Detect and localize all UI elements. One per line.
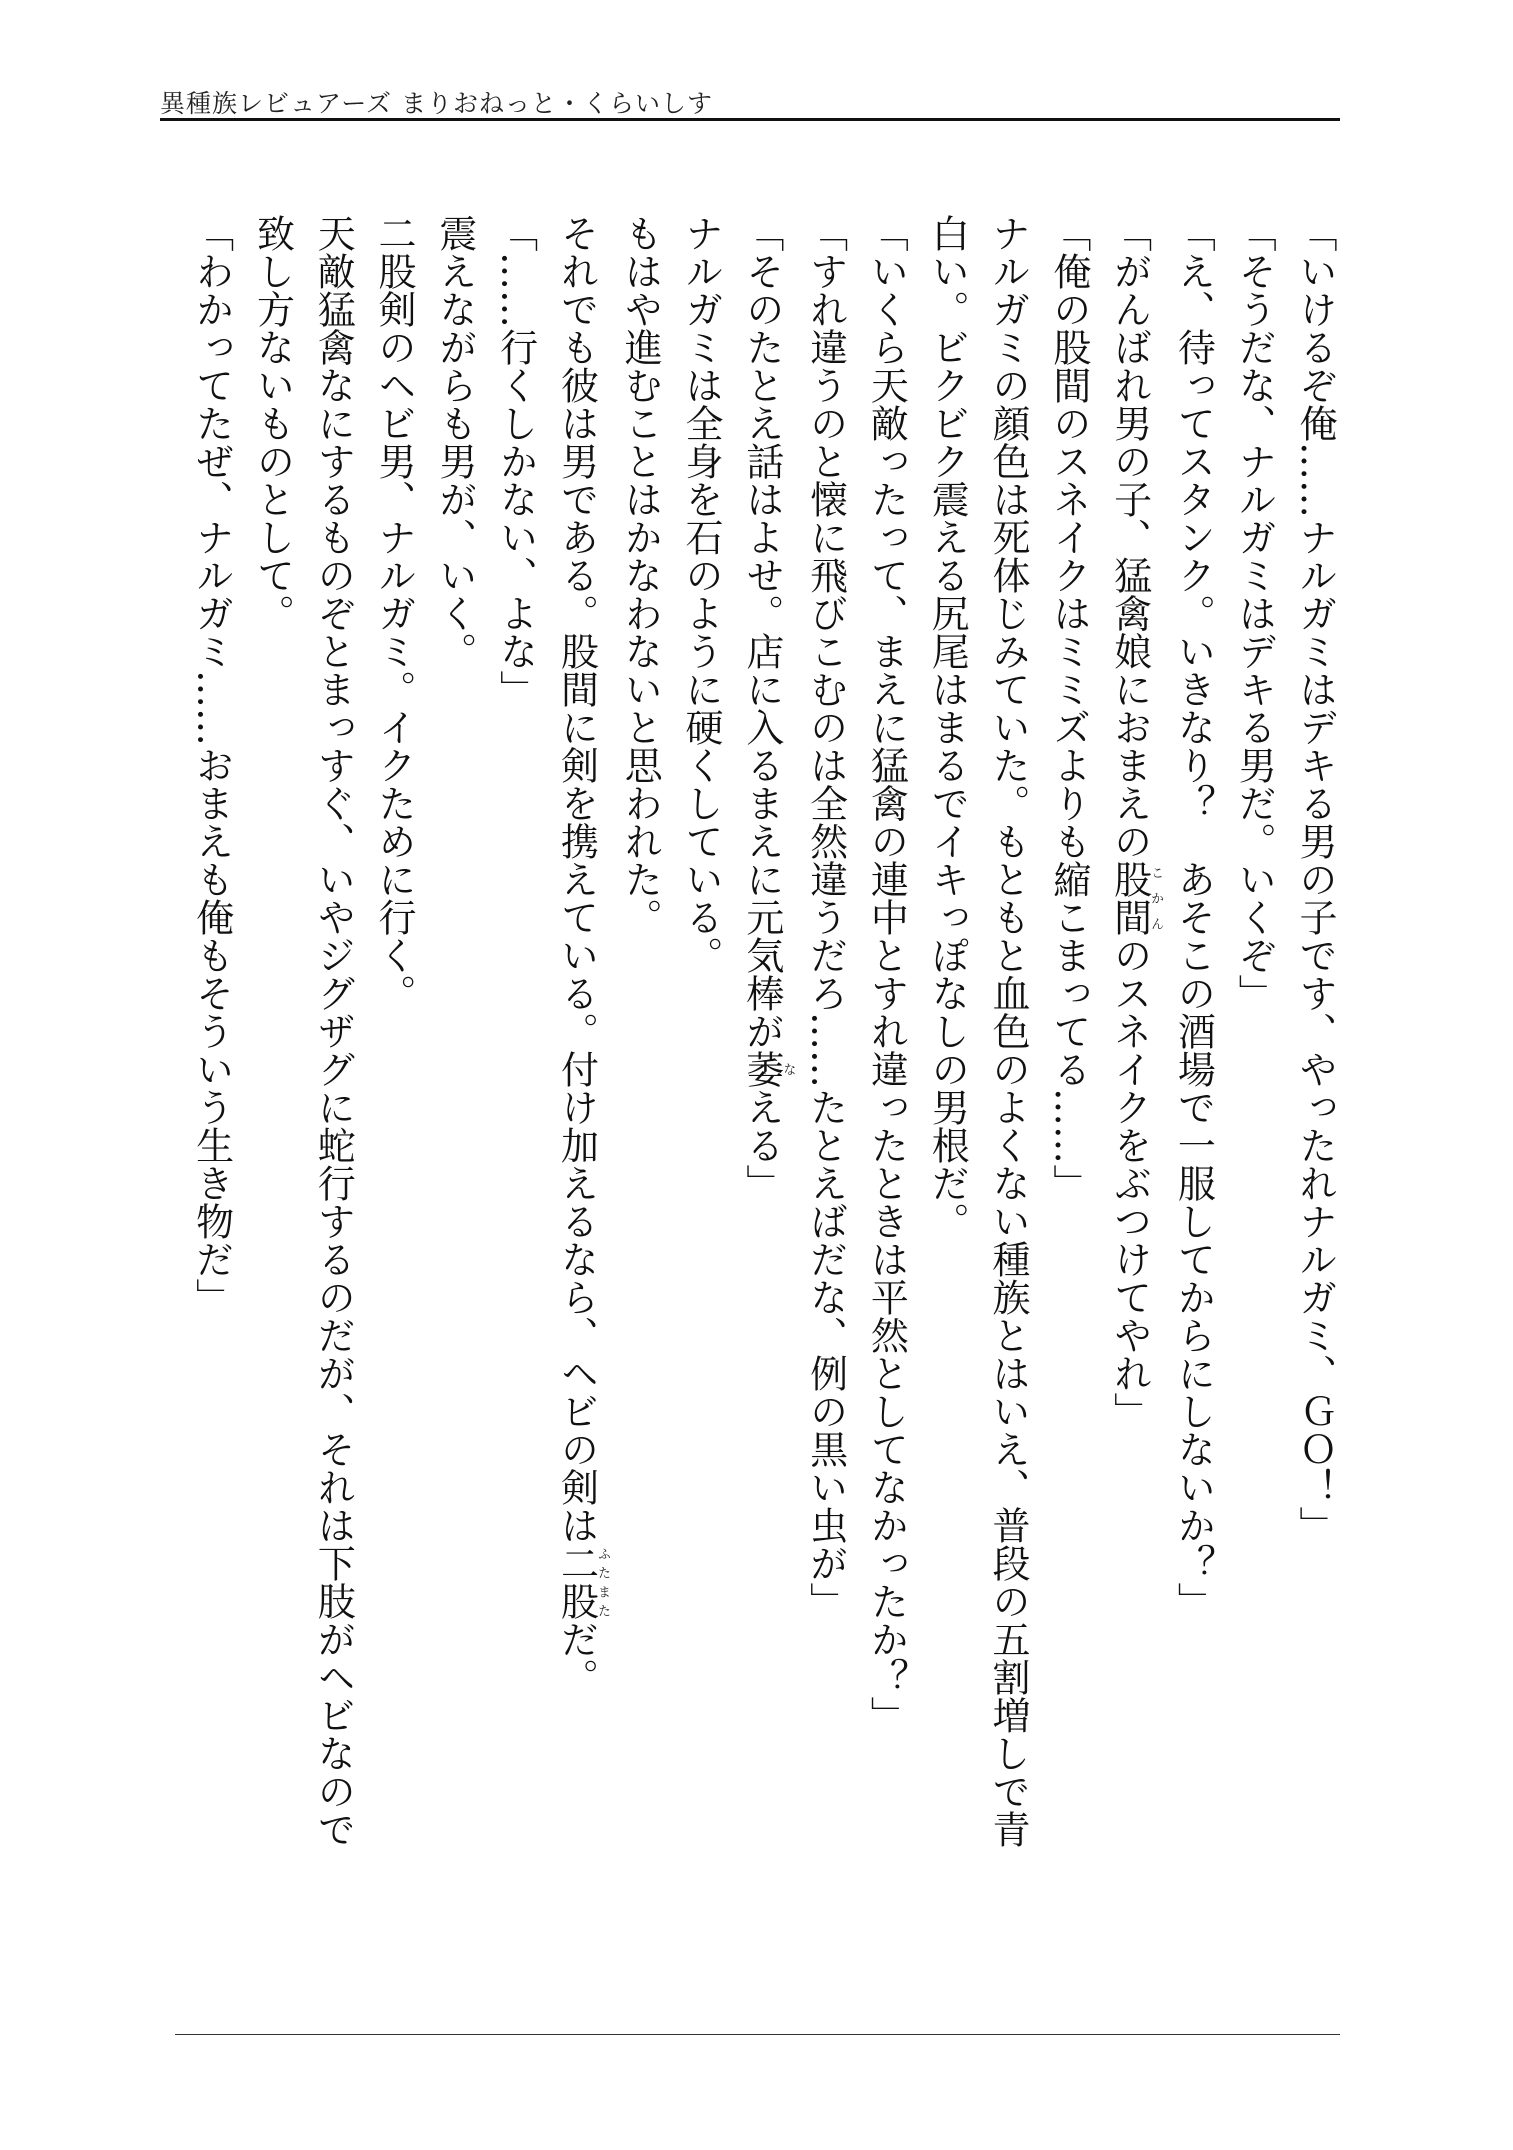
ruby-reading: な [780, 1050, 796, 1088]
text-run: 「え、待ってスタンク。いきなり？ あそこの酒場で一服してからにしないか？」 [1171, 214, 1216, 1620]
ruby-reading: ふたまた [594, 1544, 610, 1620]
text-run: ナルガミは全身を石のように硬くしている。 [679, 214, 724, 974]
text-run: ナルガミの顔色は死体じみていた。もともと血色のよくない種族とはいえ、普段の五割増しで青白い。ビクビク震える尻尾はまるでイキっぽなしの男根だ。 [925, 214, 1031, 1848]
paragraph [485, 214, 546, 1874]
paragraph [242, 214, 364, 1874]
running-header: 異種族レビュアーズ まりおねっと・くらいしす [160, 89, 713, 118]
paragraph [181, 214, 242, 1874]
paragraph [1223, 214, 1284, 1874]
body-text [181, 214, 1345, 1874]
ruby-annotation [739, 1050, 796, 1088]
text-run: それでも彼は男である。股間に剣を携えている。付け加えるなら、ヘビの剣は [554, 214, 599, 1544]
paragraph [856, 214, 917, 1874]
paragraph [609, 214, 670, 1874]
ruby-base: 股間 [1107, 860, 1152, 936]
text-run: 「……行くしかない、よな」 [493, 214, 538, 708]
text-run: 「そうだな、ナルガミはデキる男だ。いくぞ」 [1232, 214, 1277, 1012]
text-run: 震えながらも男が、いく。 [432, 214, 477, 670]
text-run: 「俺の股間のスネイクはミミズよりも縮こまってる……」 [1046, 214, 1091, 1202]
paragraph [1038, 214, 1099, 1874]
ruby-reading: こかん [1148, 860, 1164, 936]
text-run: 「わかってたぜ、ナルガミ……おまえも俺もそういう生き物だ」 [189, 214, 234, 1316]
ruby-base: 二股 [554, 1544, 599, 1620]
paragraph [1099, 214, 1163, 1874]
text-run: 「いけるぞ俺……ナルガミはデキる男の子です、やったれナルガミ、ＧＯ！」 [1293, 214, 1337, 1544]
header-rule [160, 118, 1340, 121]
paragraph [363, 214, 424, 1874]
text-run: もはや進むことはかなわないと思われた。 [618, 214, 663, 936]
text-run: 二股剣のヘビ男、ナルガミ。イクために行く。 [372, 214, 417, 1012]
paragraph [916, 214, 1038, 1874]
text-run: 「そのたとえ話はよせ。店に入るまえに元気棒が [739, 214, 784, 1050]
footer-rule [175, 2034, 1340, 2035]
ruby-base: 萎 [739, 1050, 784, 1088]
text-run: える」 [739, 1088, 784, 1202]
text-run: 「いくら天敵ったって、まえに猛禽の連中とすれ違ったときは平然としてなかったか？」 [864, 214, 909, 1734]
paragraph [795, 214, 856, 1874]
text-run: のスネイクをぶつけてやれ」 [1107, 936, 1152, 1430]
ruby-annotation [554, 1544, 610, 1620]
text-run: 天敵猛禽なにするものぞとまっすぐ、いやジグザグに蛇行するのだが、それは下肢がヘビなので致し方ないものとして。 [250, 214, 356, 1848]
text-run: だ。 [554, 1620, 599, 1696]
paragraph [731, 214, 795, 1874]
paragraph [670, 214, 731, 1874]
paragraph [424, 214, 485, 1874]
text-run: 「がんばれ男の子、猛禽娘におまえの [1107, 214, 1152, 860]
paragraph [546, 214, 610, 1874]
text-run: 「すれ違うのと懐に飛びこむのは全然違うだろ……たとえばだな、例の黒い虫が」 [803, 214, 848, 1620]
paragraph [1163, 214, 1224, 1874]
ruby-annotation [1107, 860, 1164, 936]
paragraph [1284, 214, 1345, 1874]
